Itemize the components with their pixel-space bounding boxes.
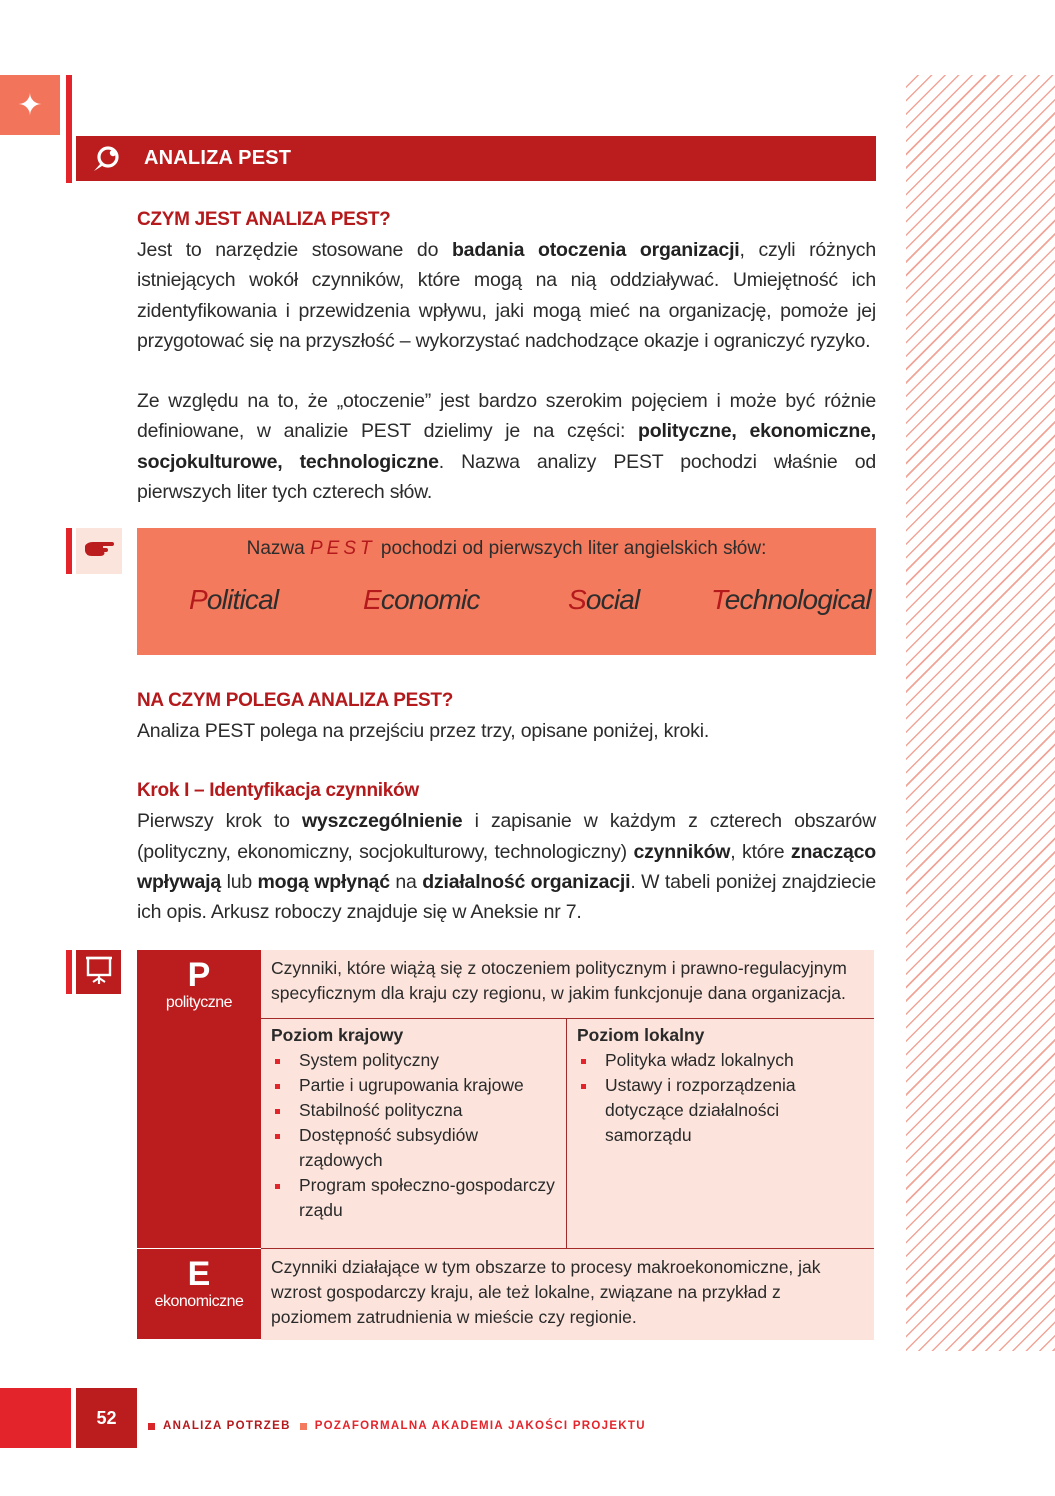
pest-table <box>137 950 874 1340</box>
footer-publication: POZAFORMALNA AKADEMIA JAKOŚCI PROJEKTU <box>314 1420 646 1432</box>
page-number-text: 52 <box>96 1407 117 1428</box>
list-item: Ustawy i rozporządzenia dotyczące działalności samorządu <box>577 1073 864 1148</box>
word-social: Social <box>568 584 640 615</box>
magnifier-search-icon <box>84 144 130 174</box>
paragraph: Analiza PEST polega na przejściu przez trzy, opisane poniżej, kroki. <box>137 720 710 742</box>
footer-square <box>0 1388 71 1448</box>
footer-section: ANALIZA POTRZEB <box>163 1420 291 1432</box>
factor-name: polityczne <box>165 994 233 1011</box>
list-item: Stabilność polityczna <box>271 1098 556 1123</box>
factor-name: ekonomiczne <box>154 1293 244 1310</box>
table-accent-bar <box>66 950 72 994</box>
pest-words <box>137 584 876 624</box>
subheading: Poziom lokalny <box>577 1024 705 1045</box>
list-item: System polityczny <box>271 1048 556 1073</box>
chapter-header <box>76 136 876 181</box>
step-heading: Krok I – Identyfikacja czynników <box>137 780 419 802</box>
paragraph: Jest to narzędzie stosowane do badania otoczenia organizacji, czyli różnych istniejących wokół czynników, które mogą na nią oddziaływać. Umiejętność ich zidentyfikowania i przewidzenia wpływu, jaki mogą mieć na organizację, pomoże jej przygotować się na przyszłość – wykorzystać nadchodzące okazje i ograniczyć ryzyko. <box>137 239 876 352</box>
running-footer <box>148 1420 646 1432</box>
list-item: Partie i ugrupowania krajowe <box>271 1073 556 1098</box>
factor-letter: E <box>187 1255 211 1293</box>
sparkle-star-icon: ✦ <box>17 88 43 122</box>
decorative-hatch-stripe <box>906 75 1055 1351</box>
footer-bullet-icon <box>300 1423 307 1430</box>
tip-accent-bar <box>66 528 72 574</box>
word-technological: Technological <box>711 584 871 615</box>
local-level-cell <box>567 1018 875 1248</box>
factor-letter: P <box>187 956 211 994</box>
footer-bullet-icon <box>148 1423 155 1430</box>
bullet-list <box>271 1048 556 1223</box>
subheading: Poziom krajowy <box>271 1024 404 1045</box>
factor-label-cell <box>137 1249 261 1340</box>
pointing-hand-icon <box>83 539 115 564</box>
word-political: Political <box>189 584 279 615</box>
table-row-economic <box>137 1249 874 1340</box>
section-what-is-pest <box>137 205 876 507</box>
paragraph: Ze względu na to, że „otoczenie” jest bardzo szerokim pojęciem i może być różnie definiowane, w analizie PEST dzielimy je na części: polityczne, ekonomiczne, socjokulturowe, technologiczne. Nazwa analizy PEST pochodzi właśnie od pierwszych liter tych czterech słów. <box>137 390 876 504</box>
section-heading: CZYM JEST ANALIZA PEST? <box>137 209 391 230</box>
word-economic: Economic <box>363 584 480 615</box>
pest-tip-box <box>137 528 876 655</box>
table-row-political <box>137 950 874 1018</box>
bullet-list <box>577 1048 864 1148</box>
section-heading: NA CZYM POLEGA ANALIZA PEST? <box>137 690 454 711</box>
factor-label-cell <box>137 950 261 1249</box>
factor-description: Czynniki, które wiążą się z otoczeniem politycznym i prawno-regulacyjnym specyficznym dla kraju czy regionu, w jakim funkcjonuje dana organizacja. <box>261 950 874 1018</box>
table-icon-box <box>76 950 121 994</box>
paragraph: Pierwszy krok to wyszczególnienie i zapisanie w każdym z czterech obszarów (polityczny, ekonomiczny, socjokulturowy, technologiczny) czynników, które znacząco wpływają lub mogą wpłynąć na działalność organizacji. W tabeli poniżej znajdziecie ich opis. Arkusz roboczy znajduje się w Aneksie nr 7. <box>137 810 877 924</box>
factor-description: Czynniki działające w tym obszarze to procesy makroekonomiczne, jak wzrost gospodarczy kraju, ale też lokalne, związane na przykład z poziomem zatrudnienia w mieście czy regionie. <box>261 1249 874 1340</box>
corner-square <box>0 75 60 135</box>
accent-bar <box>66 75 72 183</box>
list-item: Program społeczno-gospodarczy rządu <box>271 1173 556 1223</box>
tip-icon-box <box>76 528 122 574</box>
section-how-pest-works <box>137 686 876 927</box>
tip-text: Nazwa PEST pochodzi od pierwszych liter angielskich słów: <box>246 538 767 559</box>
page-number <box>76 1388 137 1448</box>
list-item: Dostępność subsydiów rządowych <box>271 1123 556 1173</box>
national-level-cell <box>261 1018 567 1248</box>
chapter-title: ANALIZA PEST <box>144 147 292 169</box>
list-item: Polityka władz lokalnych <box>577 1048 864 1073</box>
presentation-board-icon <box>83 954 115 991</box>
